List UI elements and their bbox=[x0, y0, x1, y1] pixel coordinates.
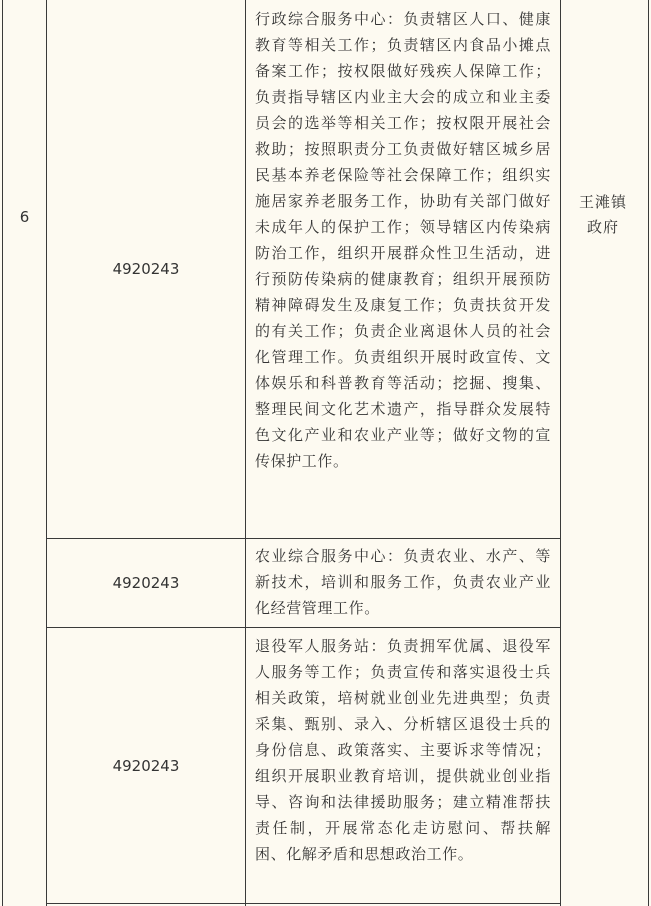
department-code: 4920243 bbox=[112, 260, 180, 278]
row-number: 6 bbox=[19, 208, 30, 226]
code-cell bbox=[47, 539, 245, 627]
grid-line bbox=[560, 0, 561, 906]
grid-line bbox=[648, 0, 649, 906]
duty-description: 行政综合服务中心：负责辖区人口、健康教育等相关工作；负责辖区内食品小摊点备案工作；按权限做好残疾人保障工作；负责指导辖区内业主大会的成立和业主委员会的选举等相关工作；按权限开展社会救助；按照职责分工负责做好辖区城乡居民基本养老保险等社会保障工作；组织实施居家养老服务工作，协助有关部门做好未成年人的保护工作；领导辖区内传染病防治工作，组织开展群众性卫生活动，进行预防传染病的健康教育；组织开展预防精神障碍发生及康复工作；负责扶贫开发的有关工作；负责企业离退休人员的社会化管理工作。负责组织开展时政宣传、文体娱乐和科普教育等活动；挖掘、搜集、整理民间文化艺术遗产，指导群众发展特色文化产业和农业产业等；做好文物的宣传保护工作。 bbox=[255, 10, 551, 470]
code-cell bbox=[47, 628, 245, 903]
organization-name: 王滩镇政府 bbox=[578, 193, 627, 236]
code-cell bbox=[47, 0, 245, 538]
grid-line bbox=[245, 0, 246, 906]
row-number-cell bbox=[3, 0, 46, 434]
department-code: 4920243 bbox=[112, 574, 180, 592]
duty-description: 农业综合服务中心：负责农业、水产、等新技术，培训和服务工作，负责农业产业化经营管理工作。 bbox=[255, 547, 551, 617]
grid-line bbox=[46, 903, 561, 904]
duty-description: 退役军人服务站：负责拥军优属、退役军人服务等工作；负责宣传和落实退役士兵相关政策，培树就业创业先进典型；负责采集、甄别、录入、分析辖区退役士兵的身份信息、政策落实、主要诉求等情况；组织开展职业教育培训，提供就业创业指导、咨询和法律援助服务；建立精准帮扶责任制，开展常态化走访慰问、帮扶解困、化解矛盾和思想政治工作。 bbox=[255, 637, 551, 863]
department-code: 4920243 bbox=[112, 756, 180, 775]
